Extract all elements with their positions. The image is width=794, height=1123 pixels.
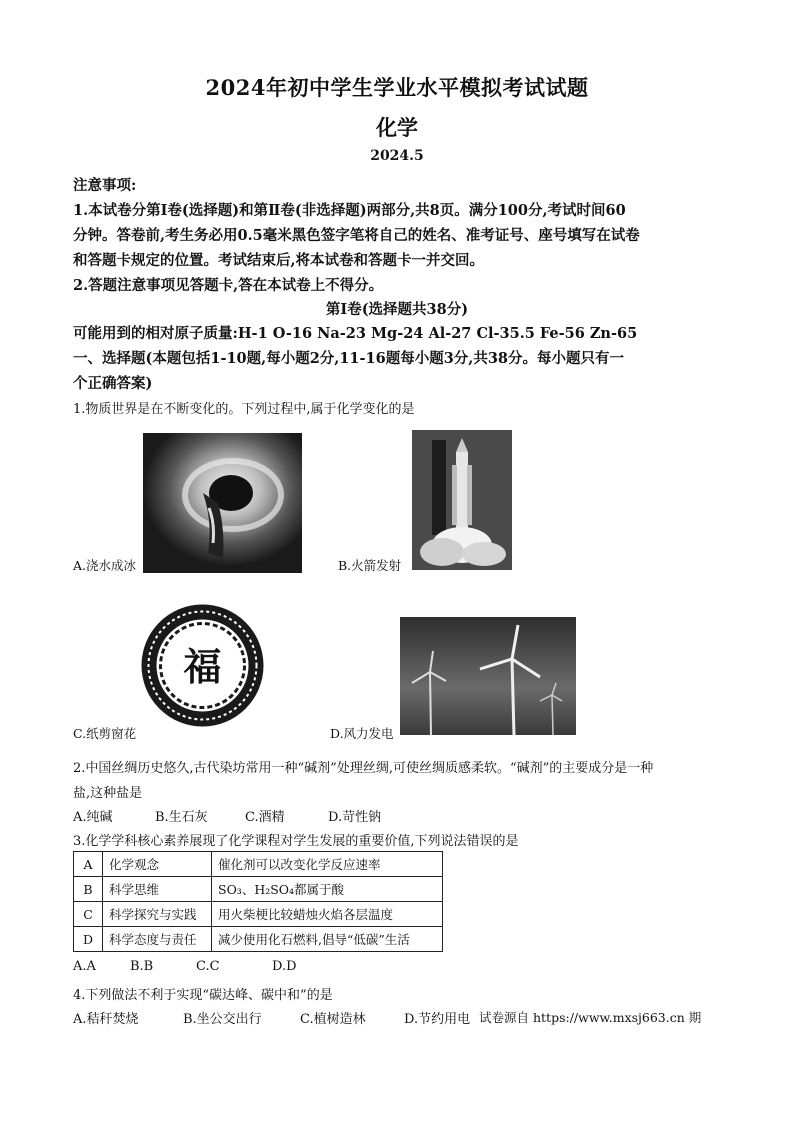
q1-stem: 1.物质世界是在不断变化的。下列过程中,属于化学变化的是: [73, 402, 415, 417]
q3-row-aspect: 科学探究与实践: [103, 902, 212, 927]
q1-image-b-rocket-launch: [412, 430, 512, 570]
q3-row-statement: SO₃、H₂SO₄都属于酸: [212, 877, 443, 902]
page-title: 2024年初中学生学业水平模拟考试试题: [205, 75, 589, 100]
q1-option-c: C.纸剪窗花: [73, 726, 137, 741]
part-instructions-line1: 一、选择题(本题包括1-10题,每小题2分,11-16题每小题3分,共38分。每小题只有一: [73, 350, 625, 367]
q3-option-c: C.C: [196, 959, 220, 974]
q3-row-statement: 减少使用化石燃料,倡导“低碳”生活: [212, 927, 443, 952]
q4-option-a: A.秸秆焚烧: [73, 1012, 139, 1027]
q1-image-c-papercut: [140, 603, 265, 728]
notice-item2: 2.答题注意事项见答题卡,答在本试卷上不得分。: [73, 277, 384, 294]
q3-row-statement: 催化剂可以改变化学反应速率: [212, 852, 443, 877]
notice-item1-line3: 和答题卡规定的位置。考试结束后,将本试卷和答题卡一并交回。: [73, 252, 485, 269]
q1-image-a-water-to-ice: [143, 433, 302, 573]
table-row: [74, 877, 443, 902]
q4-stem: 4.下列做法不利于实现“碳达峰、碳中和”的是: [73, 988, 333, 1003]
q4-option-b: B.坐公交出行: [183, 1012, 262, 1027]
q3-stem: 3.化学学科核心素养展现了化学课程对学生发展的重要价值,下列说法错误的是: [73, 834, 519, 849]
q3-row-statement: 用火柴梗比较蜡烛火焰各层温度: [212, 902, 443, 927]
watermark-source: 试卷源自 https://www.mxsj663.cn 期: [479, 1010, 702, 1025]
q3-table: [73, 851, 443, 952]
q1-option-d: D.风力发电: [330, 726, 394, 741]
q3-option-b: B.B: [130, 959, 154, 974]
q2-stem-line1: 2.中国丝绸历史悠久,古代染坊常用一种“碱剂”处理丝绸,可使丝绸质感柔软。“碱剂”的主要成分是一种: [73, 761, 654, 776]
table-row: [74, 927, 443, 952]
q1-option-a: A.浇水成冰: [73, 558, 137, 573]
notice-heading: 注意事项:: [73, 177, 137, 194]
q3-row-letter: A: [74, 852, 103, 877]
notice-item1-line2: 分钟。答卷前,考生务必用0.5毫米黑色签字笔将自己的姓名、准考证号、座号填写在试卷: [73, 227, 640, 244]
part-instructions-line2: 个正确答案): [73, 375, 153, 392]
atomic-masses: 可能用到的相对原子质量:H-1 O-16 Na-23 Mg-24 Al-27 Cl-35.5 Fe-56 Zn-65: [73, 325, 638, 342]
q2-option-d: D.苛性钠: [328, 810, 382, 825]
q4-option-d: D.节约用电: [404, 1012, 471, 1027]
section1-heading: 第Ⅰ卷(选择题共38分): [325, 301, 469, 318]
q3-row-aspect: 化学观念: [103, 852, 212, 877]
q1-image-d-wind-turbines: [400, 617, 576, 735]
q3-row-letter: B: [74, 877, 103, 902]
q2-option-c: C.酒精: [245, 810, 285, 825]
q2-option-a: A.纯碱: [73, 810, 113, 825]
q3-row-aspect: 科学态度与责任: [103, 927, 212, 952]
q4-option-c: C.植树造林: [300, 1012, 366, 1027]
q3-row-aspect: 科学思维: [103, 877, 212, 902]
table-row: [74, 902, 443, 927]
q2-stem-line2: 盐,这种盐是: [73, 786, 143, 801]
papercut-fu-char: 福: [183, 644, 222, 689]
q2-option-b: B.生石灰: [155, 810, 208, 825]
q3-option-a: A.A: [73, 959, 96, 974]
q1-option-b: B.火箭发射: [338, 558, 402, 573]
notice-item1-line1: 1.本试卷分第Ⅰ卷(选择题)和第Ⅱ卷(非选择题)两部分,共8页。满分100分,考试时间60: [73, 202, 626, 219]
subject-title: 化学: [376, 115, 418, 140]
q3-option-d: D.D: [272, 959, 297, 974]
exam-date: 2024.5: [370, 148, 424, 164]
q3-row-letter: D: [74, 927, 103, 952]
q3-row-letter: C: [74, 902, 103, 927]
table-row: [74, 852, 443, 877]
